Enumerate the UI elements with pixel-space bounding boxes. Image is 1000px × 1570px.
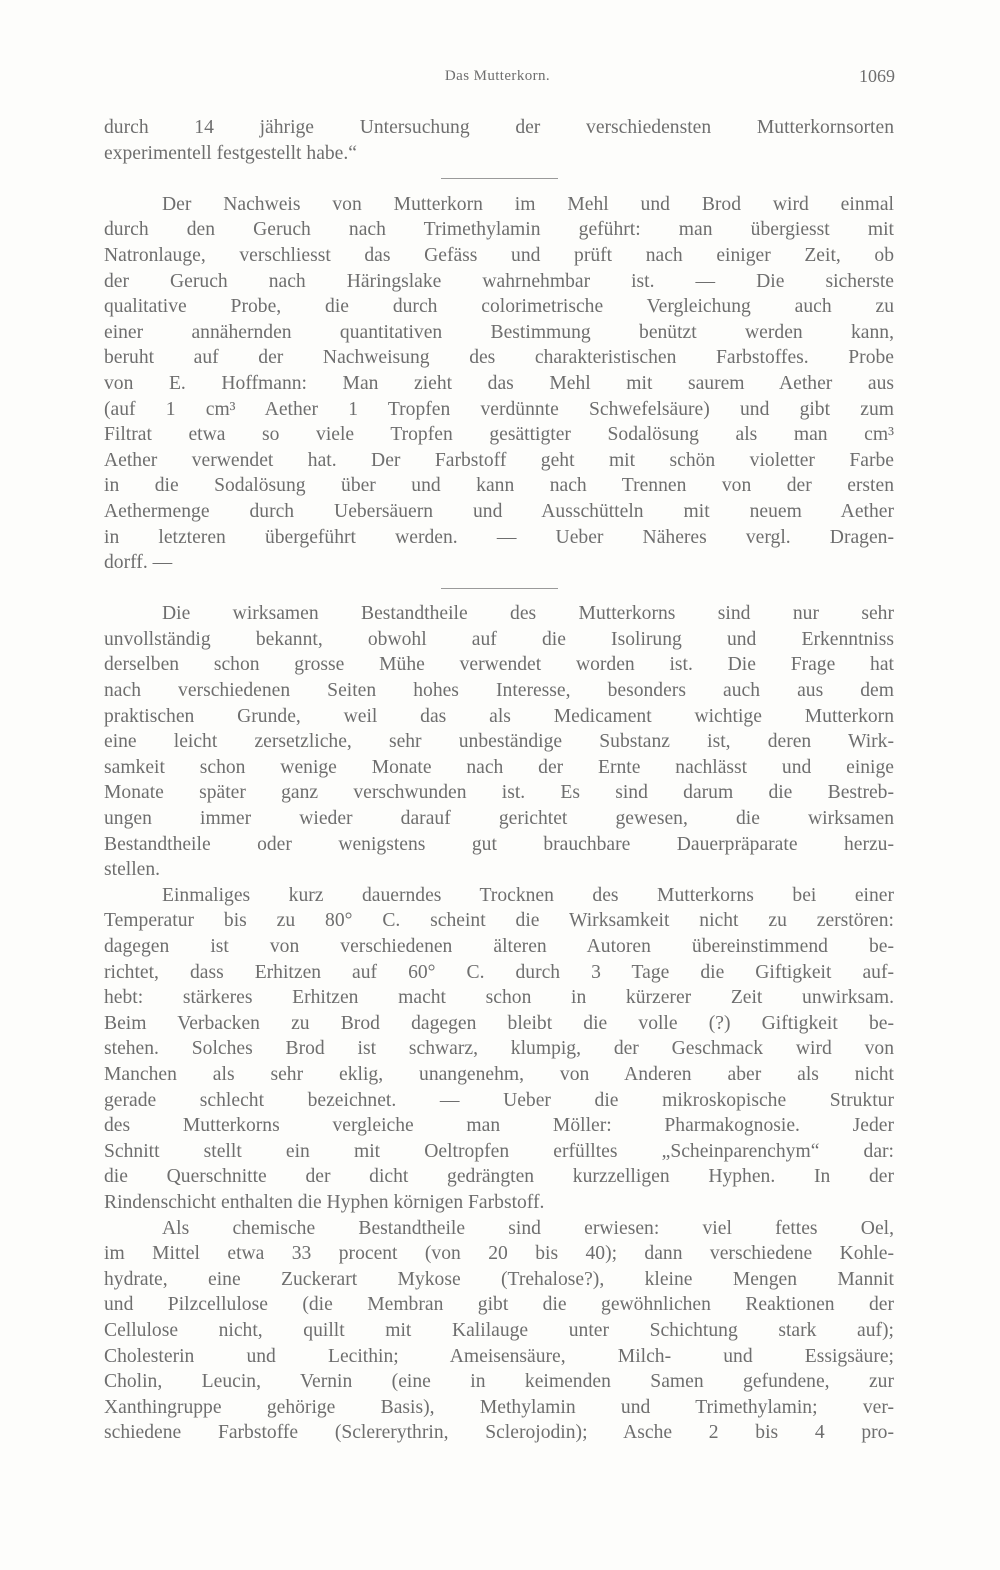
text-line: beruht auf der Nachweisung des charakteristischen Farbstoffes. Probe bbox=[104, 347, 894, 369]
text-line: durch den Geruch nach Trimethylamin geführt: man übergiesst mit bbox=[104, 219, 894, 241]
text-line: Die wirksamen Bestandtheile des Mutterkorns sind nur sehr bbox=[162, 603, 894, 625]
section-divider bbox=[104, 166, 894, 192]
text-line: Beim Verbacken zu Brod dagegen bleibt die volle (?) Giftigkeit be- bbox=[104, 1012, 894, 1034]
text-line: nach verschiedenen Seiten hohes Interesse, besonders auch aus dem bbox=[104, 680, 894, 702]
text-line: Xanthingruppe gehörige Basis), Methylamin und Trimethylamin; ver- bbox=[104, 1396, 894, 1418]
text-line: Temperatur bis zu 80° C. scheint die Wirksamkeit nicht zu zerstören: bbox=[104, 910, 894, 932]
text-line: Aethermenge durch Uebersäuern und Ausschütteln mit neuem Aether bbox=[104, 500, 894, 522]
running-title: Das Mutterkorn. bbox=[444, 68, 551, 84]
text-line: (auf 1 cm³ Aether 1 Tropfen verdünnte Schwefelsäure) und gibt zum bbox=[104, 398, 894, 420]
text-line: gerade schlecht bezeichnet. — Ueber die mikroskopische Struktur bbox=[104, 1089, 894, 1111]
text-line: Rindenschicht enthalten die Hyphen körnigen Farbstoff. bbox=[104, 1191, 545, 1213]
section-divider bbox=[104, 576, 894, 602]
text-line: Cellulose nicht, quillt mit Kalilauge unter Schichtung stark auf); bbox=[104, 1319, 894, 1341]
text-line: des Mutterkorns vergleiche man Möller: Pharmakognosie. Jeder bbox=[104, 1115, 894, 1137]
text-line: von E. Hoffmann: Man zieht das Mehl mit saurem Aether aus bbox=[104, 372, 894, 394]
text-line: praktischen Grunde, weil das als Medicament wichtige Mutterkorn bbox=[104, 705, 894, 727]
text-line: Monate später ganz verschwunden ist. Es sind darum die Bestreb- bbox=[104, 782, 894, 804]
running-head bbox=[100, 64, 895, 88]
text-line: in die Sodalösung über und kann nach Trennen von der ersten bbox=[104, 475, 894, 497]
text-line: Aether verwendet hat. Der Farbstoff geht mit schön violetter Farbe bbox=[104, 449, 894, 471]
text-line: Schnitt stellt ein mit Oeltropfen erfülltes „Scheinparenchym“ dar: bbox=[104, 1140, 894, 1162]
text-line: derselben schon grosse Mühe verwendet worden ist. Die Frage hat bbox=[104, 654, 894, 676]
text-line: schiedene Farbstoffe (Sclererythrin, Sclerojodin); Asche 2 bis 4 pro- bbox=[104, 1422, 894, 1444]
text-line: und Pilzcellulose (die Membran gibt die gewöhnlichen Reaktionen der bbox=[104, 1294, 894, 1316]
text-line: Manchen als sehr eklig, unangenehm, von Anderen aber als nicht bbox=[104, 1063, 894, 1085]
text-line: samkeit schon wenige Monate nach der Ernte nachlässt und einige bbox=[104, 756, 894, 778]
text-line: Als chemische Bestandtheile sind erwiesen: viel fettes Oel, bbox=[162, 1217, 894, 1239]
text-line: Cholin, Leucin, Vernin (eine in keimenden Samen gefundene, zur bbox=[104, 1371, 894, 1393]
text-line: hebt: stärkeres Erhitzen macht schon in kürzerer Zeit unwirksam. bbox=[104, 987, 894, 1009]
text-line: unvollständig bekannt, obwohl auf die Isolirung und Erkenntniss bbox=[104, 628, 894, 650]
text-line: stellen. bbox=[104, 859, 161, 881]
body-text bbox=[104, 115, 894, 1446]
text-line: Filtrat etwa so viele Tropfen gesättigter Sodalösung als man cm³ bbox=[104, 424, 894, 446]
text-line: ungen immer wieder darauf gerichtet gewesen, die wirksamen bbox=[104, 808, 894, 830]
text-line: Bestandtheile oder wenigstens gut brauchbare Dauerpräparate herzu- bbox=[104, 833, 894, 855]
text-line: die Querschnitte der dicht gedrängten kurzzelligen Hyphen. In der bbox=[104, 1166, 894, 1188]
text-line: in letzteren übergeführt werden. — Ueber Näheres vergl. Dragen- bbox=[104, 526, 894, 548]
text-line: hydrate, eine Zuckerart Mykose (Trehalose?), kleine Mengen Mannit bbox=[104, 1268, 894, 1290]
divider-line bbox=[441, 178, 558, 179]
text-line: Cholesterin und Lecithin; Ameisensäure, Milch- und Essigsäure; bbox=[104, 1345, 894, 1367]
text-line: einer annähernden quantitativen Bestimmung benützt werden kann, bbox=[104, 321, 894, 343]
text-line: durch 14 jährige Untersuchung der verschiedensten Mutterkornsorten bbox=[104, 117, 894, 138]
text-line: dagegen ist von verschiedenen älteren Autoren übereinstimmend be- bbox=[104, 936, 894, 957]
text-line: Einmaliges kurz dauerndes Trocknen des Mutterkorns bei einer bbox=[162, 884, 894, 906]
text-line: richtet, dass Erhitzen auf 60° C. durch 3 Tage die Giftigkeit auf- bbox=[104, 961, 894, 983]
text-line: der Geruch nach Häringslake wahrnehmbar ist. — Die sicherste bbox=[104, 270, 894, 292]
text-line: eine leicht zersetzliche, sehr unbeständige Substanz ist, deren Wirk- bbox=[104, 731, 894, 753]
text-line: stehen. Solches Brod ist schwarz, klumpig, der Geschmack wird von bbox=[104, 1038, 894, 1060]
text-line: qualitative Probe, die durch colorimetrische Vergleichung auch zu bbox=[104, 296, 894, 318]
page-number: 1069 bbox=[859, 66, 895, 86]
text-line: im Mittel etwa 33 procent (von 20 bis 40); dann verschiedene Kohle- bbox=[104, 1243, 894, 1265]
text-line: Natronlauge, verschliesst das Gefäss und prüft nach einiger Zeit, ob bbox=[104, 244, 894, 266]
text-line: experimentell festgestellt habe.“ bbox=[104, 142, 357, 164]
divider-line bbox=[441, 588, 558, 589]
text-line: dorff. — bbox=[104, 552, 173, 574]
text-line: Der Nachweis von Mutterkorn im Mehl und Brod wird einmal bbox=[162, 193, 894, 215]
